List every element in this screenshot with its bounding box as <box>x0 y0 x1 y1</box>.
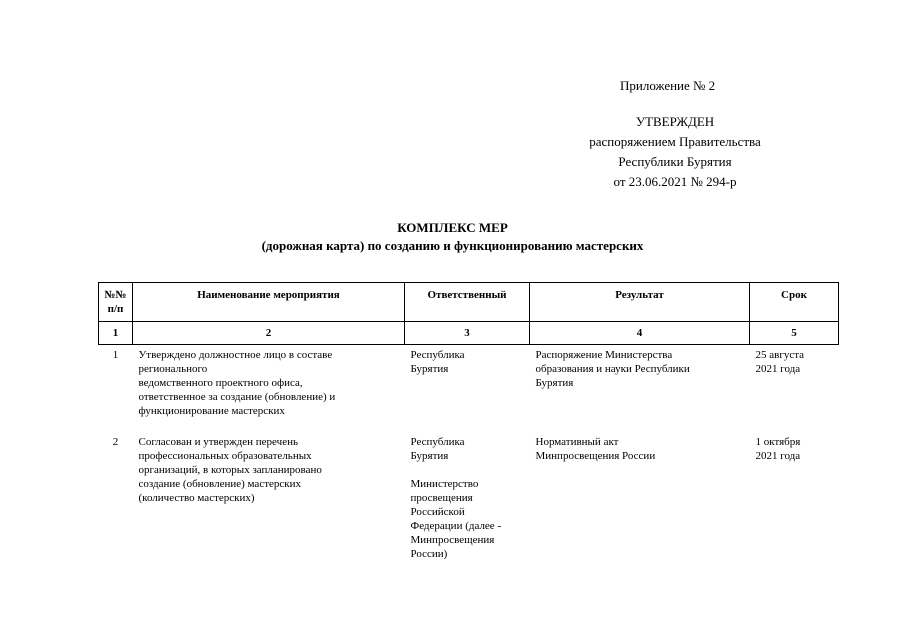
cell-text-line: Нормативный акт <box>535 436 619 448</box>
approval-line: от 23.06.2021 № 294-р <box>613 174 737 189</box>
cell-spacer <box>411 463 524 477</box>
appendix-label: Приложение № 2 <box>620 78 716 93</box>
cell-text-line: Утверждено должностное лицо в составе <box>138 349 333 361</box>
approval-block <box>560 112 790 192</box>
cell-text-line: Республика <box>410 349 465 361</box>
cell-text-line: 1 октября <box>755 436 801 448</box>
row-activity-name <box>133 345 405 433</box>
cell-text-line: организаций, в которых запланировано <box>138 464 322 476</box>
cell-text-line: Минпросвещения России <box>535 450 656 462</box>
cell-text-line: Распоряжение Министерства <box>535 349 673 361</box>
header-deadline: Срок <box>750 283 839 322</box>
cell-text-line: функционирование мастерских <box>138 405 285 417</box>
table-header-row <box>99 283 839 322</box>
header-result: Результат <box>530 283 750 322</box>
document-subtitle: (дорожная карта) по созданию и функционированию мастерских <box>261 238 644 253</box>
cell-text-line: 2021 года <box>755 363 801 375</box>
approval-line: УТВЕРЖДЕН <box>635 114 715 129</box>
cell-text-line: просвещения <box>410 492 473 504</box>
cell-text-line: регионального <box>138 363 208 375</box>
column-number: 5 <box>750 322 839 345</box>
row-deadline <box>750 432 839 575</box>
row-number: 1 <box>112 349 119 361</box>
cell-text-line: ведомственного проектного офиса, <box>138 377 303 389</box>
cell-text-line: Министерство <box>410 478 479 490</box>
cell-text-line: Российской <box>410 506 465 518</box>
row-number: 2 <box>112 436 119 448</box>
table-row <box>99 345 839 433</box>
cell-text-line: ответственное за создание (обновление) и <box>138 391 336 403</box>
cell-text-line: профессиональных образовательных <box>138 450 312 462</box>
header-responsible: Ответственный <box>405 283 530 322</box>
row-result <box>530 432 750 575</box>
row-deadline <box>750 345 839 433</box>
cell-text-line: России) <box>410 548 448 560</box>
column-number-row <box>99 322 839 345</box>
cell-text-line: создание (обновление) мастерских <box>138 478 302 490</box>
column-number: 1 <box>99 322 133 345</box>
row-responsible <box>405 432 530 575</box>
cell-text-line: Согласован и утвержден перечень <box>138 436 298 448</box>
header-num-line: №№ <box>104 289 127 301</box>
column-number: 2 <box>133 322 405 345</box>
row-activity-name <box>133 432 405 575</box>
roadmap-table <box>98 282 839 575</box>
cell-text-line: 2021 года <box>755 450 801 462</box>
cell-text-line: Бурятия <box>410 363 449 375</box>
header-name: Наименование мероприятия <box>133 283 405 322</box>
column-number: 3 <box>405 322 530 345</box>
row-responsible <box>405 345 530 433</box>
approval-line: Республики Бурятия <box>618 154 732 169</box>
cell-text-line: Бурятия <box>535 377 574 389</box>
cell-text-line: Республика <box>410 436 465 448</box>
cell-text-line: Бурятия <box>410 450 449 462</box>
approval-line: распоряжением Правительства <box>589 134 761 149</box>
header-num <box>99 283 133 322</box>
cell-text-line: образования и науки Республики <box>535 363 690 375</box>
cell-text-line: 25 августа <box>755 349 805 361</box>
column-number: 4 <box>530 322 750 345</box>
table-row <box>99 432 839 575</box>
document-title: КОМПЛЕКС МЕР <box>397 220 508 235</box>
cell-text-line: Минпросвещения <box>410 534 495 546</box>
row-result <box>530 345 750 433</box>
header-num-line: п/п <box>107 303 124 315</box>
cell-text-line: Федерации (далее - <box>410 520 502 532</box>
cell-text-line: (количество мастерских) <box>138 492 255 504</box>
